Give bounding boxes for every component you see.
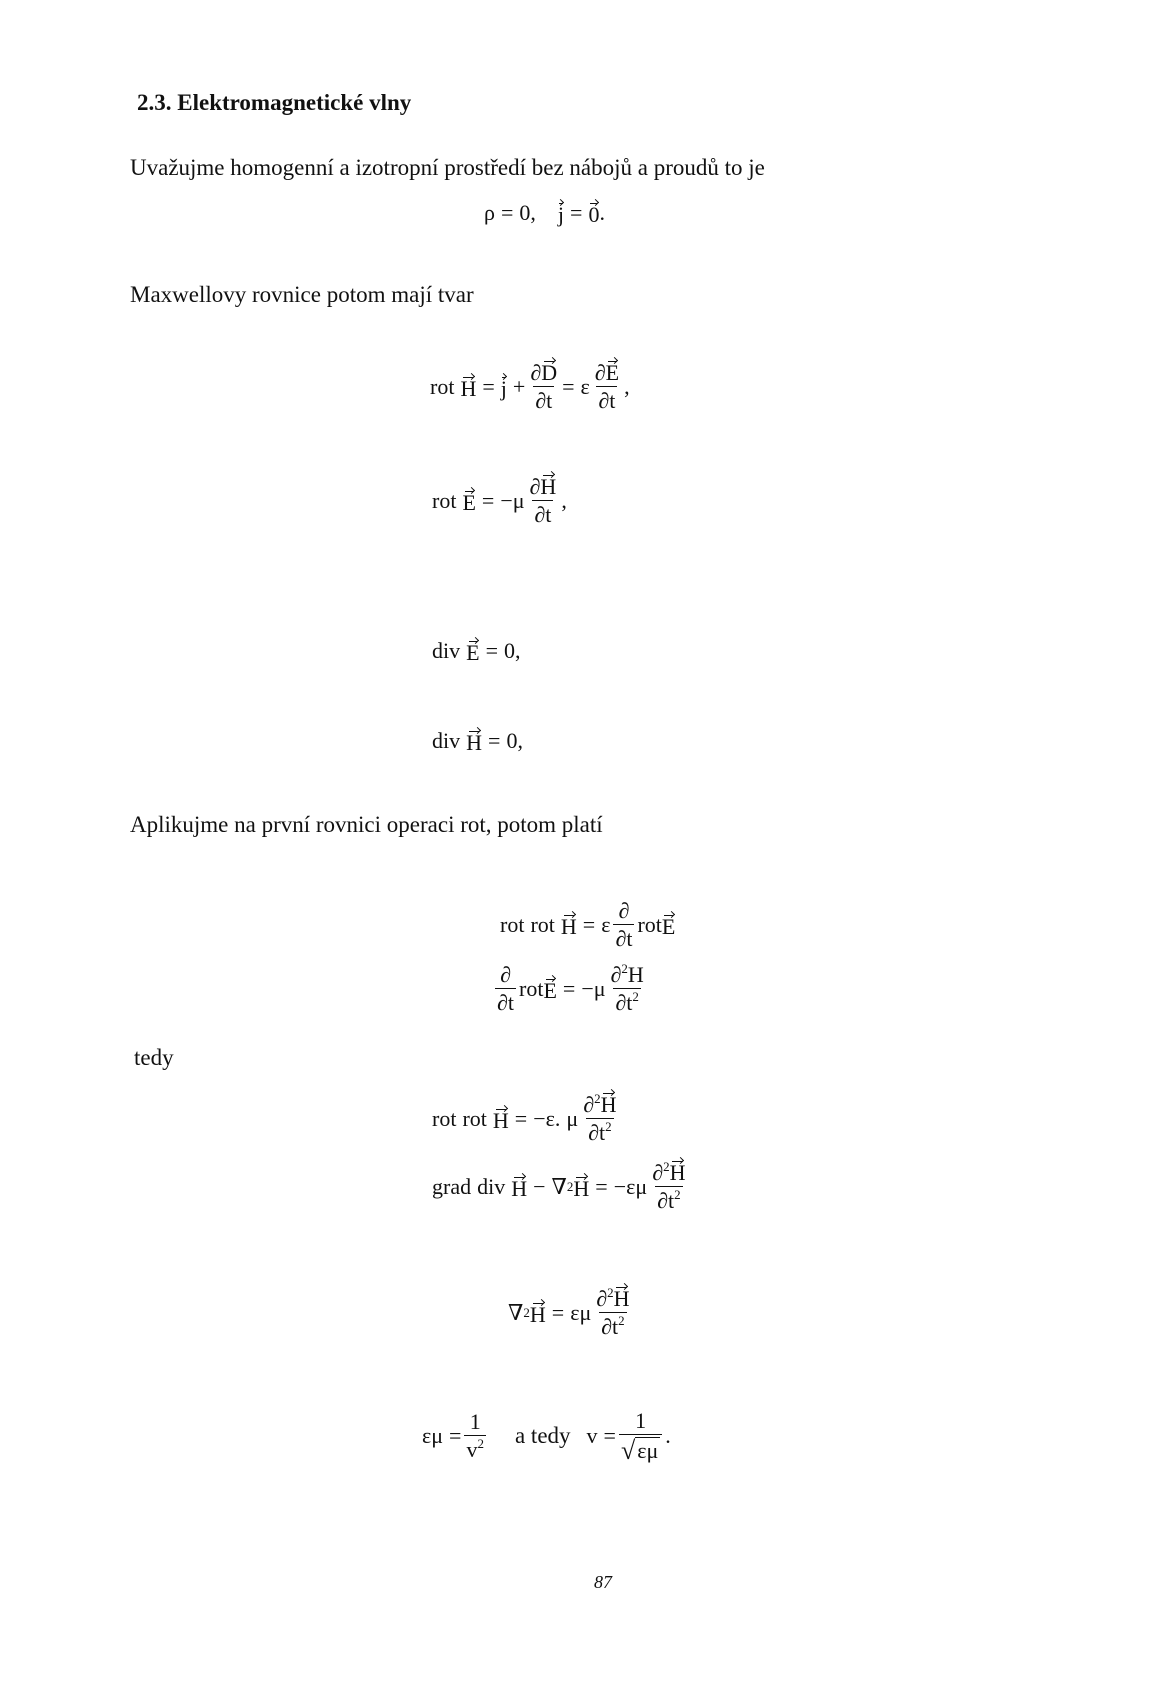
equation-ampere: rot H = j + $\frac{\partial D}{\partial t}$ = ε $\frac{\partial E}{\partial t}$ , — [430, 360, 630, 414]
fraction-dD-dt: $\frac{\partial D}{\partial t}$ — [530, 360, 558, 414]
fraction-dE-dt: $\frac{\partial E}{\partial t}$ — [594, 360, 620, 414]
page-number: 87 — [594, 1572, 612, 1592]
current-density-vector: j — [557, 202, 565, 227]
tedy-label: tedy — [134, 1045, 174, 1070]
equation-rotrot-3: rot rot H = − ε . μ $\frac{\partial^2H}{\partial t^2}$ — [432, 1091, 617, 1146]
fraction-d-dt: $\frac{\partial}{\partial t}$ — [615, 898, 633, 952]
a-tedy-text: a tedy — [514, 1422, 571, 1448]
maxwell-paragraph: Maxwellovy rovnice potom mají tvar — [130, 282, 474, 307]
equation-velocity: ε μ = $\frac{1}{v^2}$ a tedy v = 1 √ εμ . — [422, 1408, 671, 1465]
fraction-dH-dt: $\frac{\partial H}{\partial t}$ — [529, 474, 557, 528]
equation-grad-div: grad div H − ∇ 2 H = − ε μ $\frac{\partial^2H}{\partial t^2}$ — [432, 1159, 686, 1214]
equation-faraday: rot E = − μ $\frac{\partial H}{\partial t}$ , — [432, 474, 567, 528]
fraction-d2H-dt2: $\frac{\partial^2H}{\partial t^2}$ — [610, 961, 644, 1016]
intro-paragraph: Uvažujme homogenní a izotropní prostředí bez nábojů a proudů to je — [130, 155, 765, 180]
fraction-one-over-sqrt: 1 √ εμ — [619, 1408, 662, 1464]
equation-wave: ∇ 2 H = ε μ $\frac{\partial^2H}{\partial t^2}$ — [508, 1285, 630, 1340]
equation-div-e: div E = 0 , — [432, 638, 521, 665]
fraction-d2H-dt2-b: $\frac{\partial^2H}{\partial t^2}$ — [583, 1091, 617, 1146]
fraction-one-over-v2: $\frac{1}{v^2}$ — [466, 1409, 484, 1463]
equation-div-h: div H = 0 , — [432, 728, 523, 755]
fraction-d-dt-2: $\frac{\partial}{\partial t}$ — [497, 962, 514, 1016]
fraction-d2H-dt2-d: $\frac{\partial^2H}{\partial t^2}$ — [596, 1285, 630, 1340]
fraction-d2H-dt2-c: $\frac{\partial^2H}{\partial t^2}$ — [652, 1159, 686, 1214]
equation-rotrot-1: rot rot H = ε $\frac{\partial}{\partial t}$ rot E — [500, 898, 676, 952]
rho-symbol: ρ — [484, 200, 495, 225]
equation-rotrot-2: $\frac{\partial}{\partial t}$ rot E = − μ $\frac{\partial^2H}{\partial t^2}$ — [497, 961, 644, 1016]
apply-paragraph: Aplikujme na první rovnici operaci rot, potom platí — [130, 812, 603, 837]
section-heading: 2.3. Elektromagnetické vlny — [137, 90, 412, 115]
equation-no-sources: ρ = 0 , j = 0 . — [484, 200, 605, 227]
